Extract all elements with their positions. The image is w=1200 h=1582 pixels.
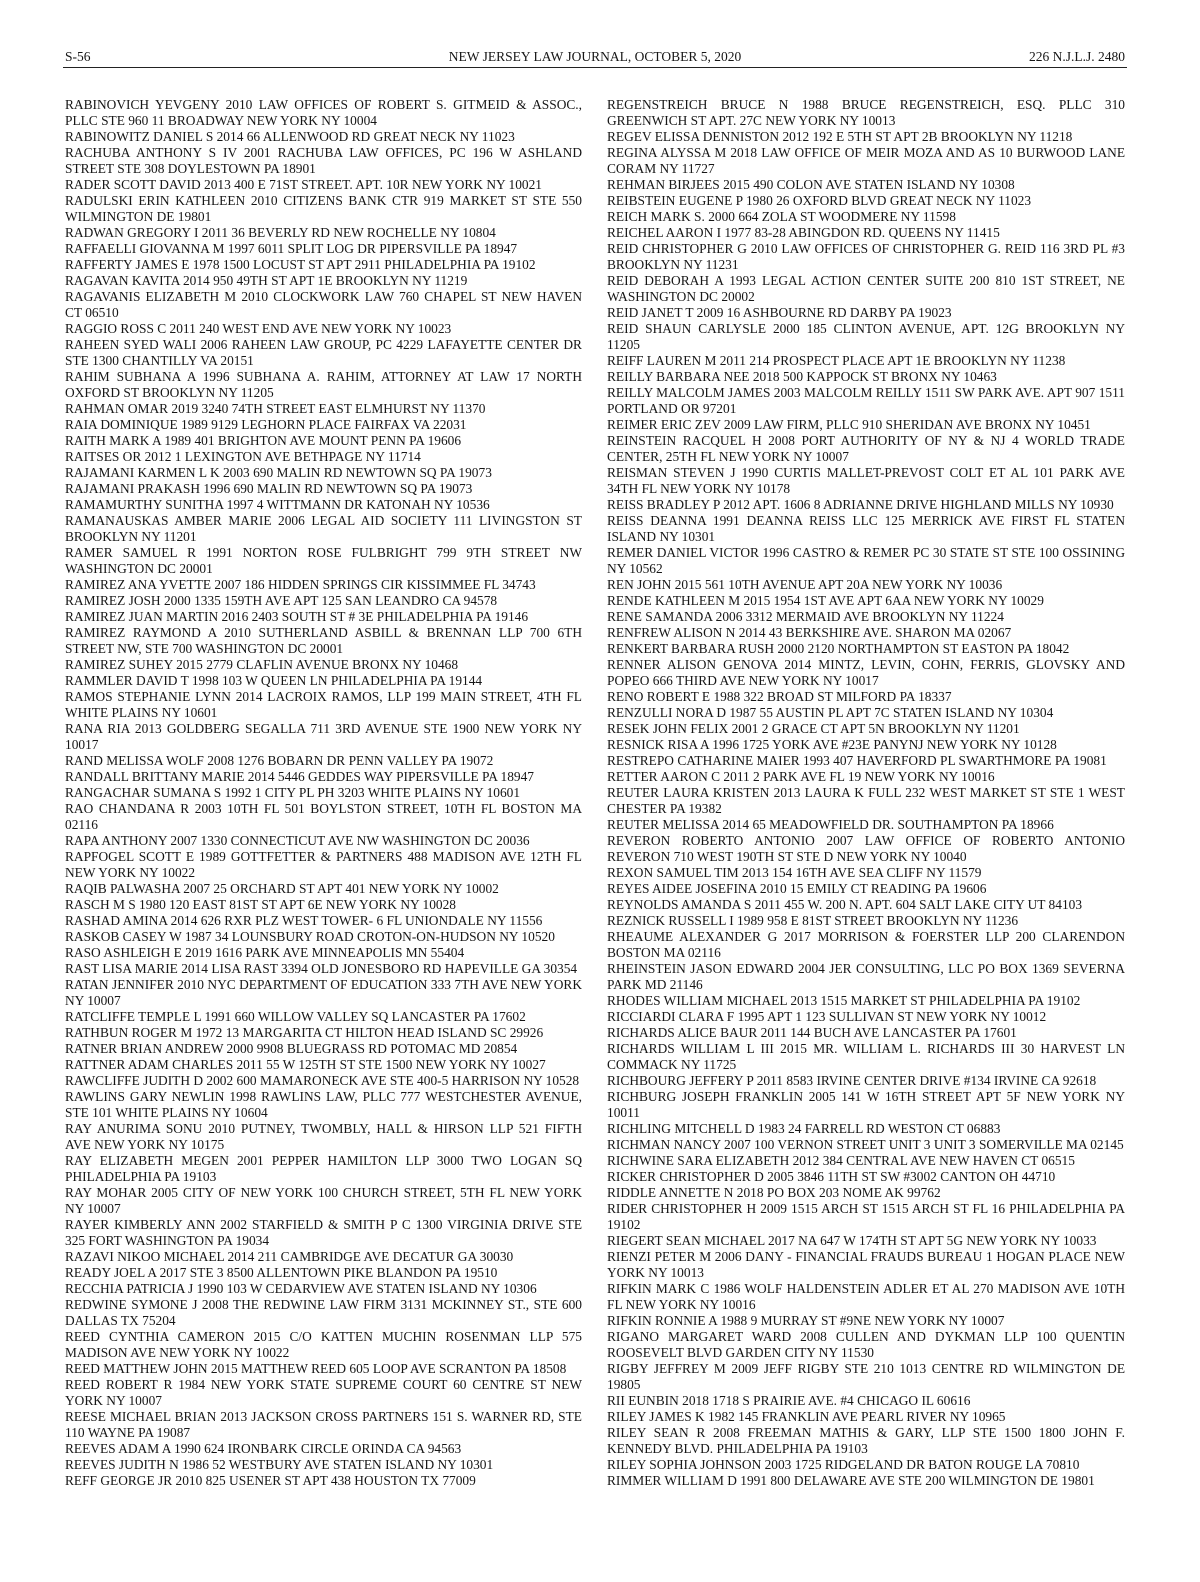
- directory-entry: RABINOVICH YEVGENY 2010 LAW OFFICES OF ROBERT S. GITMEID & ASSOC., PLLC STE 960 11 BROADWAY NEW YORK NY 10004: [65, 97, 582, 128]
- directory-entry: RANGACHAR SUMANA S 1992 1 CITY PL PH 3203 WHITE PLAINS NY 10601: [65, 785, 521, 800]
- directory-entry: RAMIREZ RAYMOND A 2010 SUTHERLAND ASBILL & BRENNAN LLP 700 6TH STREET NW, STE 700 WASHINGTON DC 20001: [65, 625, 582, 656]
- directory-entry: RENKERT BARBARA RUSH 2000 2120 NORTHAMPTON ST EASTON PA 18042: [607, 641, 1070, 656]
- directory-entry: REID DEBORAH A 1993 LEGAL ACTION CENTER SUITE 200 810 1ST STREET, NE WASHINGTON DC 20002: [607, 273, 1125, 304]
- directory-entry: RENFREW ALISON N 2014 43 BERKSHIRE AVE. SHARON MA 02067: [607, 625, 1012, 640]
- directory-entry: RENNER ALISON GENOVA 2014 MINTZ, LEVIN, COHN, FERRIS, GLOVSKY AND POPEO 666 THIRD AVE NEW YORK NY 10017: [607, 657, 1125, 688]
- directory-entry: RAHIM SUBHANA A 1996 SUBHANA A. RAHIM, ATTORNEY AT LAW 17 NORTH OXFORD ST BROOKLYN NY 11205: [65, 369, 582, 400]
- directory-entry: RENE SAMANDA 2006 3312 MERMAID AVE BROOKLYN NY 11224: [607, 609, 1004, 624]
- directory-entry: REED ROBERT R 1984 NEW YORK STATE SUPREME COURT 60 CENTRE ST NEW YORK NY 10007: [65, 1377, 582, 1408]
- directory-entry: RIDER CHRISTOPHER H 2009 1515 ARCH ST 1515 ARCH ST FL 16 PHILADELPHIA PA 19102: [607, 1201, 1125, 1232]
- directory-entry: RAMIREZ SUHEY 2015 2779 CLAFLIN AVENUE BRONX NY 10468: [65, 657, 459, 672]
- directory-entry: RANDALL BRITTANY MARIE 2014 5446 GEDDES WAY PIPERSVILLE PA 18947: [65, 769, 534, 784]
- directory-entry: REN JOHN 2015 561 10TH AVENUE APT 20A NEW YORK NY 10036: [607, 577, 1003, 592]
- directory-entry: REGINA ALYSSA M 2018 LAW OFFICE OF MEIR MOZA AND AS 10 BURWOOD LANE CORAM NY 11727: [607, 145, 1125, 176]
- directory-entry: RIDDLE ANNETTE N 2018 PO BOX 203 NOME AK 99762: [607, 1185, 941, 1200]
- directory-entry: RIGBY JEFFREY M 2009 JEFF RIGBY STE 210 1013 CENTRE RD WILMINGTON DE 19805: [607, 1361, 1125, 1392]
- directory-entry: RAY ANURIMA SONU 2010 PUTNEY, TWOMBLY, HALL & HIRSON LLP 521 FIFTH AVE NEW YORK NY 10175: [65, 1121, 582, 1152]
- directory-entry: RAGAVAN KAVITA 2014 950 49TH ST APT 1E BROOKLYN NY 11219: [65, 273, 468, 288]
- directory-entry: REILLY MALCOLM JAMES 2003 MALCOLM REILLY 1511 SW PARK AVE. APT 907 1511 PORTLAND OR 97201: [607, 385, 1125, 416]
- directory-entry: RAMIREZ ANA YVETTE 2007 186 HIDDEN SPRINGS CIR KISSIMMEE FL 34743: [65, 577, 536, 592]
- directory-entry: REGENSTREICH BRUCE N 1988 BRUCE REGENSTREICH, ESQ. PLLC 310 GREENWICH ST APT. 27C NEW YORK NY 10013: [607, 97, 1125, 128]
- directory-entry: REMER DANIEL VICTOR 1996 CASTRO & REMER PC 30 STATE ST STE 100 OSSINING NY 10562: [607, 545, 1125, 576]
- directory-entry: RABINOWITZ DANIEL S 2014 66 ALLENWOOD RD GREAT NECK NY 11023: [65, 129, 515, 144]
- directory-entry: RILEY SEAN R 2008 FREEMAN MATHIS & GARY, LLP STE 1500 1800 JOHN F. KENNEDY BLVD. PHILADELPHIA PA 19103: [607, 1425, 1125, 1456]
- directory-entry: RAPA ANTHONY 2007 1330 CONNECTICUT AVE NW WASHINGTON DC 20036: [65, 833, 530, 848]
- directory-entry: RII EUNBIN 2018 1718 S PRAIRIE AVE. #4 CHICAGO IL 60616: [607, 1393, 971, 1408]
- directory-entry: RAIA DOMINIQUE 1989 9129 LEGHORN PLACE FAIRFAX VA 22031: [65, 417, 467, 432]
- citation: 226 N.J.L.J. 2480: [1028, 49, 1125, 64]
- directory-entry: RICHBURG JOSEPH FRANKLIN 2005 141 W 16TH STREET APT 5F NEW YORK NY 10011: [607, 1089, 1125, 1120]
- directory-entry: RATCLIFFE TEMPLE L 1991 660 WILLOW VALLEY SQ LANCASTER PA 17602: [65, 1009, 526, 1024]
- directory-entry: RICHMAN NANCY 2007 100 VERNON STREET UNIT 3 UNIT 3 SOMERVILLE MA 02145: [607, 1137, 1124, 1152]
- directory-entry: RAMMLER DAVID T 1998 103 W QUEEN LN PHILADELPHIA PA 19144: [65, 673, 483, 688]
- directory-entry: RHEINSTEIN JASON EDWARD 2004 JER CONSULTING, LLC PO BOX 1369 SEVERNA PARK MD 21146: [607, 961, 1125, 992]
- directory-entry: RASKOB CASEY W 1987 34 LOUNSBURY ROAD CROTON-ON-HUDSON NY 10520: [65, 929, 555, 944]
- page-header: [63, 48, 1127, 66]
- directory-entry: RAND MELISSA WOLF 2008 1276 BOBARN DR PENN VALLEY PA 19072: [65, 753, 494, 768]
- directory-entry: RAFFERTY JAMES E 1978 1500 LOCUST ST APT 2911 PHILADELPHIA PA 19102: [65, 257, 536, 272]
- directory-entry: REEVES JUDITH N 1986 52 WESTBURY AVE STATEN ISLAND NY 10301: [65, 1457, 494, 1472]
- directory-entry: REILLY BARBARA NEE 2018 500 KAPPOCK ST BRONX NY 10463: [607, 369, 997, 384]
- directory-entry: REISS BRADLEY P 2012 APT. 1606 8 ADRIANNE DRIVE HIGHLAND MILLS NY 10930: [607, 497, 1114, 512]
- directory-entry: REGEV ELISSA DENNISTON 2012 192 E 5TH ST APT 2B BROOKLYN NY 11218: [607, 129, 1073, 144]
- directory-entry: RATAN JENNIFER 2010 NYC DEPARTMENT OF EDUCATION 333 7TH AVE NEW YORK NY 10007: [65, 977, 582, 1008]
- directory-entry: RAITSES OR 2012 1 LEXINGTON AVE BETHPAGE NY 11714: [65, 449, 421, 464]
- directory-entry: REED CYNTHIA CAMERON 2015 C/O KATTEN MUCHIN ROSENMAN LLP 575 MADISON AVE NEW YORK NY 10022: [65, 1329, 582, 1360]
- directory-entry: RESEK JOHN FELIX 2001 2 GRACE CT APT 5N BROOKLYN NY 11201: [607, 721, 1020, 736]
- directory-entry: REUTER LAURA KRISTEN 2013 LAURA K FULL 232 WEST MARKET ST STE 1 WEST CHESTER PA 19382: [607, 785, 1125, 816]
- directory-entry: RENZULLI NORA D 1987 55 AUSTIN PL APT 7C STATEN ISLAND NY 10304: [607, 705, 1054, 720]
- directory-entry: REESE MICHAEL BRIAN 2013 JACKSON CROSS PARTNERS 151 S. WARNER RD, STE 110 WAYNE PA 19087: [65, 1409, 582, 1440]
- directory-entry: REID CHRISTOPHER G 2010 LAW OFFICES OF CHRISTOPHER G. REID 116 3RD PL #3 BROOKLYN NY 11231: [607, 241, 1125, 272]
- directory-entry: RATNER BRIAN ANDREW 2000 9908 BLUEGRASS RD POTOMAC MD 20854: [65, 1041, 518, 1056]
- directory-entry: RIGANO MARGARET WARD 2008 CULLEN AND DYKMAN LLP 100 QUENTIN ROOSEVELT BLVD GARDEN CITY NY 11530: [607, 1329, 1125, 1360]
- publication-title: NEW JERSEY LAW JOURNAL, OCTOBER 5, 2020: [448, 49, 742, 64]
- directory-entry: RENO ROBERT E 1988 322 BROAD ST MILFORD PA 18337: [607, 689, 952, 704]
- directory-entry: RAWCLIFFE JUDITH D 2002 600 MAMARONECK AVE STE 400-5 HARRISON NY 10528: [65, 1073, 580, 1088]
- directory-entry: REZNICK RUSSELL I 1989 958 E 81ST STREET BROOKLYN NY 11236: [607, 913, 1019, 928]
- directory-entry: RAZAVI NIKOO MICHAEL 2014 211 CAMBRIDGE AVE DECATUR GA 30030: [65, 1249, 514, 1264]
- directory-entry: REIBSTEIN EUGENE P 1980 26 OXFORD BLVD GREAT NECK NY 11023: [607, 193, 1032, 208]
- directory-entry: RAITH MARK A 1989 401 BRIGHTON AVE MOUNT PENN PA 19606: [65, 433, 462, 448]
- directory-entry: RIMMER WILLIAM D 1991 800 DELAWARE AVE STE 200 WILMINGTON DE 19801: [607, 1473, 1095, 1488]
- directory-entry: READY JOEL A 2017 STE 3 8500 ALLENTOWN PIKE BLANDON PA 19510: [65, 1265, 498, 1280]
- directory-entry: RADER SCOTT DAVID 2013 400 E 71ST STREET. APT. 10R NEW YORK NY 10021: [65, 177, 542, 192]
- directory-entry: RAMER SAMUEL R 1991 NORTON ROSE FULBRIGHT 799 9TH STREET NW WASHINGTON DC 20001: [65, 545, 582, 576]
- directory-entry: REXON SAMUEL TIM 2013 154 16TH AVE SEA CLIFF NY 11579: [607, 865, 982, 880]
- directory-entry: REINSTEIN RACQUEL H 2008 PORT AUTHORITY OF NY & NJ 4 WORLD TRADE CENTER, 25TH FL NEW YORK NY 10007: [607, 433, 1125, 464]
- directory-entry: RASCH M S 1980 120 EAST 81ST ST APT 6E NEW YORK NY 10028: [65, 897, 456, 912]
- directory-entry: REED MATTHEW JOHN 2015 MATTHEW REED 605 LOOP AVE SCRANTON PA 18508: [65, 1361, 567, 1376]
- directory-entry: REEVES ADAM A 1990 624 IRONBARK CIRCLE ORINDA CA 94563: [65, 1441, 462, 1456]
- directory-entry: RAPFOGEL SCOTT E 1989 GOTTFETTER & PARTNERS 488 MADISON AVE 12TH FL NEW YORK NY 10022: [65, 849, 582, 880]
- directory-entry: RIFKIN RONNIE A 1988 9 MURRAY ST #9NE NEW YORK NY 10007: [607, 1313, 1005, 1328]
- directory-entry: RAMAMURTHY SUNITHA 1997 4 WITTMANN DR KATONAH NY 10536: [65, 497, 490, 512]
- directory-entry: RAST LISA MARIE 2014 LISA RAST 3394 OLD JONESBORO RD HAPEVILLE GA 30354: [65, 961, 578, 976]
- directory-entry: REVERON ROBERTO ANTONIO 2007 LAW OFFICE OF ROBERTO ANTONIO REVERON 710 WEST 190TH ST STE D NEW YORK NY 10040: [607, 833, 1125, 864]
- directory-entry: RICHLING MITCHELL D 1983 24 FARRELL RD WESTON CT 06883: [607, 1121, 1001, 1136]
- directory-entry: RAFFAELLI GIOVANNA M 1997 6011 SPLIT LOG DR PIPERSVILLE PA 18947: [65, 241, 518, 256]
- directory-entry: REIMER ERIC ZEV 2009 LAW FIRM, PLLC 910 SHERIDAN AVE BRONX NY 10451: [607, 417, 1091, 432]
- directory-entry: RATTNER ADAM CHARLES 2011 55 W 125TH ST STE 1500 NEW YORK NY 10027: [65, 1057, 546, 1072]
- directory-entry: REYNOLDS AMANDA S 2011 455 W. 200 N. APT. 604 SALT LAKE CITY UT 84103: [607, 897, 1083, 912]
- left-column: [65, 97, 582, 1489]
- directory-entry: RAY ELIZABETH MEGEN 2001 PEPPER HAMILTON LLP 3000 TWO LOGAN SQ PHILADELPHIA PA 19103: [65, 1153, 582, 1184]
- directory-entry: RESNICK RISA A 1996 1725 YORK AVE #23E PANYNJ NEW YORK NY 10128: [607, 737, 1057, 752]
- directory-entry: RICKER CHRISTOPHER D 2005 3846 11TH ST SW #3002 CANTON OH 44710: [607, 1169, 1056, 1184]
- directory-entry: REICHEL AARON I 1977 83-28 ABINGDON RD. QUEENS NY 11415: [607, 225, 1000, 240]
- directory-entry: RADWAN GREGORY I 2011 36 BEVERLY RD NEW ROCHELLE NY 10804: [65, 225, 496, 240]
- directory-entry: RIENZI PETER M 2006 DANY - FINANCIAL FRAUDS BUREAU 1 HOGAN PLACE NEW YORK NY 10013: [607, 1249, 1125, 1280]
- directory-entry: RAMOS STEPHANIE LYNN 2014 LACROIX RAMOS, LLP 199 MAIN STREET, 4TH FL WHITE PLAINS NY 10601: [65, 689, 582, 720]
- directory-entry: RENDE KATHLEEN M 2015 1954 1ST AVE APT 6AA NEW YORK NY 10029: [607, 593, 1044, 608]
- directory-entry: RETTER AARON C 2011 2 PARK AVE FL 19 NEW YORK NY 10016: [607, 769, 995, 784]
- directory-entry: RASO ASHLEIGH E 2019 1616 PARK AVE MINNEAPOLIS MN 55404: [65, 945, 465, 960]
- directory-entry: RAHEEN SYED WALI 2006 RAHEEN LAW GROUP, PC 4229 LAFAYETTE CENTER DR STE 1300 CHANTILLY VA 20151: [65, 337, 582, 368]
- directory-entry: RAMANAUSKAS AMBER MARIE 2006 LEGAL AID SOCIETY 111 LIVINGSTON ST BROOKLYN NY 11201: [65, 513, 582, 544]
- directory-entry: RAYER KIMBERLY ANN 2002 STARFIELD & SMITH P C 1300 VIRGINIA DRIVE STE 325 FORT WASHINGTON PA 19034: [65, 1217, 582, 1248]
- directory-entry: REISS DEANNA 1991 DEANNA REISS LLC 125 MERRICK AVE FIRST FL STATEN ISLAND NY 10301: [607, 513, 1125, 544]
- directory-entry: RATHBUN ROGER M 1972 13 MARGARITA CT HILTON HEAD ISLAND SC 29926: [65, 1025, 544, 1040]
- directory-entry: RIEGERT SEAN MICHAEL 2017 NA 647 W 174TH ST APT 5G NEW YORK NY 10033: [607, 1233, 1097, 1248]
- directory-entry: REDWINE SYMONE J 2008 THE REDWINE LAW FIRM 3131 MCKINNEY ST., STE 600 DALLAS TX 75204: [65, 1297, 582, 1328]
- directory-entry: RAO CHANDANA R 2003 10TH FL 501 BOYLSTON STREET, 10TH FL BOSTON MA 02116: [65, 801, 582, 832]
- directory-entry: REYES AIDEE JOSEFINA 2010 15 EMILY CT READING PA 19606: [607, 881, 987, 896]
- directory-entry: RILEY SOPHIA JOHNSON 2003 1725 RIDGELAND DR BATON ROUGE LA 70810: [607, 1457, 1080, 1472]
- directory-entry: RHODES WILLIAM MICHAEL 2013 1515 MARKET ST PHILADELPHIA PA 19102: [607, 993, 1081, 1008]
- directory-entry: RILEY JAMES K 1982 145 FRANKLIN AVE PEARL RIVER NY 10965: [607, 1409, 1006, 1424]
- directory-entry: REICH MARK S. 2000 664 ZOLA ST WOODMERE NY 11598: [607, 209, 956, 224]
- directory-entry: RIFKIN MARK C 1986 WOLF HALDENSTEIN ADLER ET AL 270 MADISON AVE 10TH FL NEW YORK NY 10016: [607, 1281, 1125, 1312]
- directory-entry: RAMIREZ JUAN MARTIN 2016 2403 SOUTH ST # 3E PHILADELPHIA PA 19146: [65, 609, 529, 624]
- right-column: [607, 97, 1125, 1489]
- directory-entry: RAJAMANI PRAKASH 1996 690 MALIN RD NEWTOWN SQ PA 19073: [65, 481, 473, 496]
- page-number: S-56: [65, 49, 91, 64]
- directory-entry: REISMAN STEVEN J 1990 CURTIS MALLET-PREVOST COLT ET AL 101 PARK AVE 34TH FL NEW YORK NY 10178: [607, 465, 1125, 496]
- directory-entry: RACHUBA ANTHONY S IV 2001 RACHUBA LAW OFFICES, PC 196 W ASHLAND STREET STE 308 DOYLESTOWN PA 18901: [65, 145, 582, 176]
- header-rule: [63, 67, 1127, 68]
- directory-entry: REIFF LAUREN M 2011 214 PROSPECT PLACE APT 1E BROOKLYN NY 11238: [607, 353, 1066, 368]
- directory-entry: RAGAVANIS ELIZABETH M 2010 CLOCKWORK LAW 760 CHAPEL ST NEW HAVEN CT 06510: [65, 289, 582, 320]
- directory-entry: RHEAUME ALEXANDER G 2017 MORRISON & FOERSTER LLP 200 CLARENDON BOSTON MA 02116: [607, 929, 1125, 960]
- directory-entry: REID SHAUN CARLYSLE 2000 185 CLINTON AVENUE, APT. 12G BROOKLYN NY 11205: [607, 321, 1125, 352]
- directory-entry: RAJAMANI KARMEN L K 2003 690 MALIN RD NEWTOWN SQ PA 19073: [65, 465, 492, 480]
- directory-entry: RANA RIA 2013 GOLDBERG SEGALLA 711 3RD AVENUE STE 1900 NEW YORK NY 10017: [65, 721, 582, 752]
- directory-entry: REUTER MELISSA 2014 65 MEADOWFIELD DR. SOUTHAMPTON PA 18966: [607, 817, 1054, 832]
- directory-entry: RAGGIO ROSS C 2011 240 WEST END AVE NEW YORK NY 10023: [65, 321, 452, 336]
- directory-entry: RICHARDS WILLIAM L III 2015 MR. WILLIAM L. RICHARDS III 30 HARVEST LN COMMACK NY 11725: [607, 1041, 1125, 1072]
- directory-entry: RESTREPO CATHARINE MAIER 1993 407 HAVERFORD PL SWARTHMORE PA 19081: [607, 753, 1107, 768]
- directory-entry: REHMAN BIRJEES 2015 490 COLON AVE STATEN ISLAND NY 10308: [607, 177, 1015, 192]
- directory-entry: RAMIREZ JOSH 2000 1335 159TH AVE APT 125 SAN LEANDRO CA 94578: [65, 593, 498, 608]
- directory-entry: RICHARDS ALICE BAUR 2011 144 BUCH AVE LANCASTER PA 17601: [607, 1025, 1017, 1040]
- directory-entry: RASHAD AMINA 2014 626 RXR PLZ WEST TOWER- 6 FL UNIONDALE NY 11556: [65, 913, 543, 928]
- directory-entry: RICHBOURG JEFFERY P 2011 8583 IRVINE CENTER DRIVE #134 IRVINE CA 92618: [607, 1073, 1097, 1088]
- directory-entry: RADULSKI ERIN KATHLEEN 2010 CITIZENS BANK CTR 919 MARKET ST STE 550 WILMINGTON DE 19801: [65, 193, 582, 224]
- directory-entry: REFF GEORGE JR 2010 825 USENER ST APT 438 HOUSTON TX 77009: [65, 1473, 476, 1488]
- directory-entry: RAQIB PALWASHA 2007 25 ORCHARD ST APT 401 NEW YORK NY 10002: [65, 881, 499, 896]
- directory-entry: REID JANET T 2009 16 ASHBOURNE RD DARBY PA 19023: [607, 305, 952, 320]
- directory-entry: RICHWINE SARA ELIZABETH 2012 384 CENTRAL AVE NEW HAVEN CT 06515: [607, 1153, 1075, 1168]
- directory-entry: RECCHIA PATRICIA J 1990 103 W CEDARVIEW AVE STATEN ISLAND NY 10306: [65, 1281, 537, 1296]
- directory-entry: RAHMAN OMAR 2019 3240 74TH STREET EAST ELMHURST NY 11370: [65, 401, 486, 416]
- directory-entry: RAWLINS GARY NEWLIN 1998 RAWLINS LAW, PLLC 777 WESTCHESTER AVENUE, STE 101 WHITE PLAINS NY 10604: [65, 1089, 582, 1120]
- directory-entry: RAY MOHAR 2005 CITY OF NEW YORK 100 CHURCH STREET, 5TH FL NEW YORK NY 10007: [65, 1185, 582, 1216]
- directory-entry: RICCIARDI CLARA F 1995 APT 1 123 SULLIVAN ST NEW YORK NY 10012: [607, 1009, 1047, 1024]
